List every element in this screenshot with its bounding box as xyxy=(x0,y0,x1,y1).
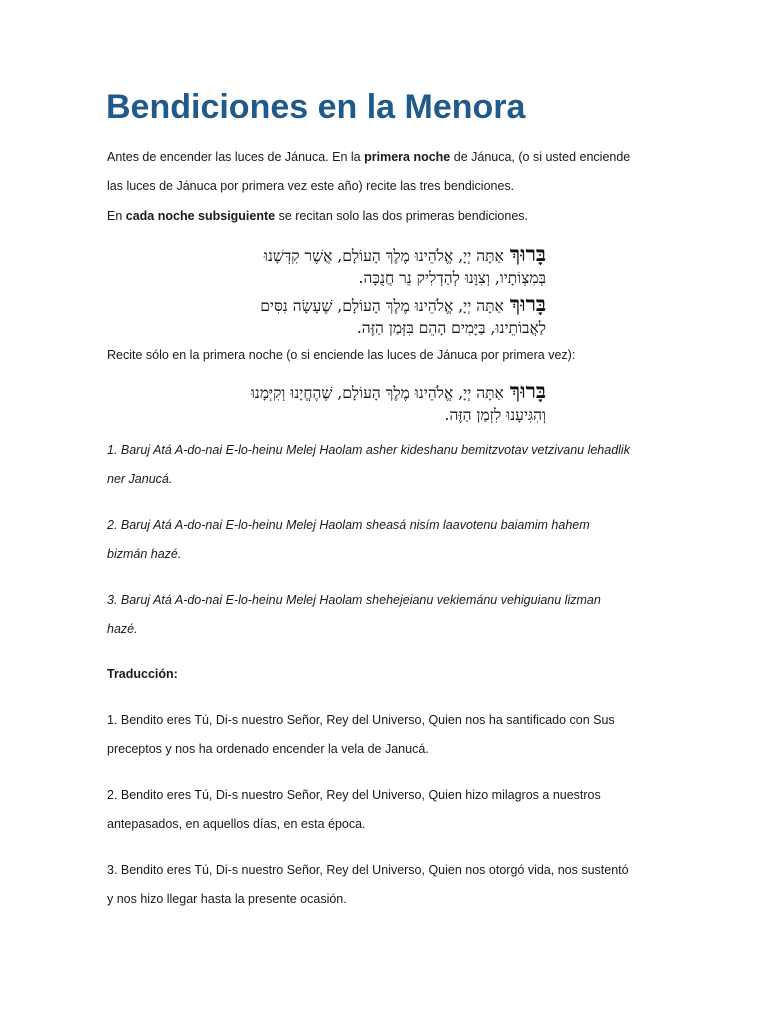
translation-2-line-2: antepasados, en aquellos días, en esta época. xyxy=(107,817,366,831)
hebrew-blessing-1-word: בָּרוּךְ xyxy=(509,241,546,266)
intro-bold-first-night: primera noche xyxy=(364,150,451,164)
recite-first-night-note: Recite sólo en la primera noche (o si enciende las luces de Jánuca por primera vez): xyxy=(107,348,576,362)
subsequent-nights-paragraph xyxy=(107,202,667,231)
transliteration-2 xyxy=(107,511,687,569)
hebrew-blessing-3-text-1: אַתָּה יְיָ, אֱלֹהֵינוּ מֶלֶךְ הָעוֹלָם, שֶׁהֶחֱיָנוּ וְקִיְּמָנוּ xyxy=(250,384,504,402)
hebrew-blessing-2-line-2: לַאֲבוֹתֵינוּ, בַּיָּמִים הָהֵם בִּזְּמַן הַזֶּה. xyxy=(356,319,546,337)
page-title: Bendiciones en la Menora xyxy=(106,88,526,126)
subsequent-bold: cada noche subsiguiente xyxy=(125,209,276,223)
intro-text-2: de Jánuca, (o si usted enciende xyxy=(450,150,631,164)
hebrew-blessings-block-2 xyxy=(226,380,546,426)
translation-2-line-1: 2. Bendito eres Tú, Di-s nuestro Señor, Rey del Universo, Quien hizo milagros a nuestros xyxy=(107,788,601,802)
translation-1-line-2: preceptos y nos ha ordenado encender la vela de Janucá. xyxy=(107,742,429,756)
transliteration-3-line-2: hazé. xyxy=(107,622,138,636)
translation-1-line-1: 1. Bendito eres Tú, Di-s nuestro Señor, Rey del Universo, Quien nos ha santificado con Sus xyxy=(107,713,615,727)
hebrew-blessing-1-text-1: אַתָּה יְיָ, אֱלֹהֵינוּ מֶלֶךְ הָעוֹלָם, אֲשֶׁר קִדְּשָׁנוּ xyxy=(263,247,504,265)
hebrew-blessing-3-word: בָּרוּךְ xyxy=(509,378,546,403)
transliteration-2-line-1: 2. Baruj Atá A-do-nai E-lo-heinu Melej Haolam sheasá nisím laavotenu baiamim hahem xyxy=(107,518,590,532)
transliteration-1-line-2: ner Janucá. xyxy=(107,472,173,486)
transliteration-2-line-2: bizmán hazé. xyxy=(107,547,182,561)
translation-3 xyxy=(107,856,697,914)
transliteration-3-line-1: 3. Baruj Atá A-do-nai E-lo-heinu Melej Haolam shehejeianu vekiemánu vehiguianu lizman xyxy=(107,593,601,607)
translation-heading xyxy=(107,660,667,689)
translation-3-line-1: 3. Bendito eres Tú, Di-s nuestro Señor, Rey del Universo, Quien nos otorgó vida, nos sustentó xyxy=(107,863,629,877)
intro-text-3: las luces de Jánuca por primera vez este año) recite las tres bendiciones. xyxy=(107,179,515,193)
hebrew-blessing-2-word: בָּרוּךְ xyxy=(509,291,546,316)
transliteration-3 xyxy=(107,586,687,644)
subsequent-text-2: se recitan solo las dos primeras bendiciones. xyxy=(275,209,529,223)
intro-paragraph xyxy=(107,143,667,201)
hebrew-blessing-3-line-2: וְהִגִּיעָנוּ לִזְמַן הַזֶּה. xyxy=(444,406,546,424)
hebrew-blessing-1-line-2: בְּמִצְוֹתָיו, וְצִוָּנוּ לְהַדְלִיק נֵר חֲנֻכָּה. xyxy=(358,269,546,287)
translation-1 xyxy=(107,706,687,764)
intro-text-1: Antes de encender las luces de Jánuca. En la xyxy=(107,150,365,164)
translation-3-line-2: y nos hizo llegar hasta la presente ocasión. xyxy=(107,892,347,906)
hebrew-blessing-2-line-1 xyxy=(226,293,546,317)
hebrew-blessing-3-line-1 xyxy=(226,380,546,404)
transliteration-1 xyxy=(107,436,687,494)
hebrew-blessing-1-line-1 xyxy=(226,243,546,267)
translation-heading-text: Traducción: xyxy=(107,667,178,681)
translation-2 xyxy=(107,781,687,839)
subsequent-text-1: En xyxy=(107,209,126,223)
hebrew-blessing-2-text-1: אַתָּה יְיָ, אֱלֹהֵינוּ מֶלֶךְ הָעוֹלָם, שֶׁעָשָׂה נִסִּים xyxy=(260,297,504,315)
transliteration-1-line-1: 1. Baruj Atá A-do-nai E-lo-heinu Melej Haolam asher kideshanu bemitzvotav vetzivanu lehadlik xyxy=(107,443,630,457)
hebrew-blessings-block-1 xyxy=(226,243,546,339)
